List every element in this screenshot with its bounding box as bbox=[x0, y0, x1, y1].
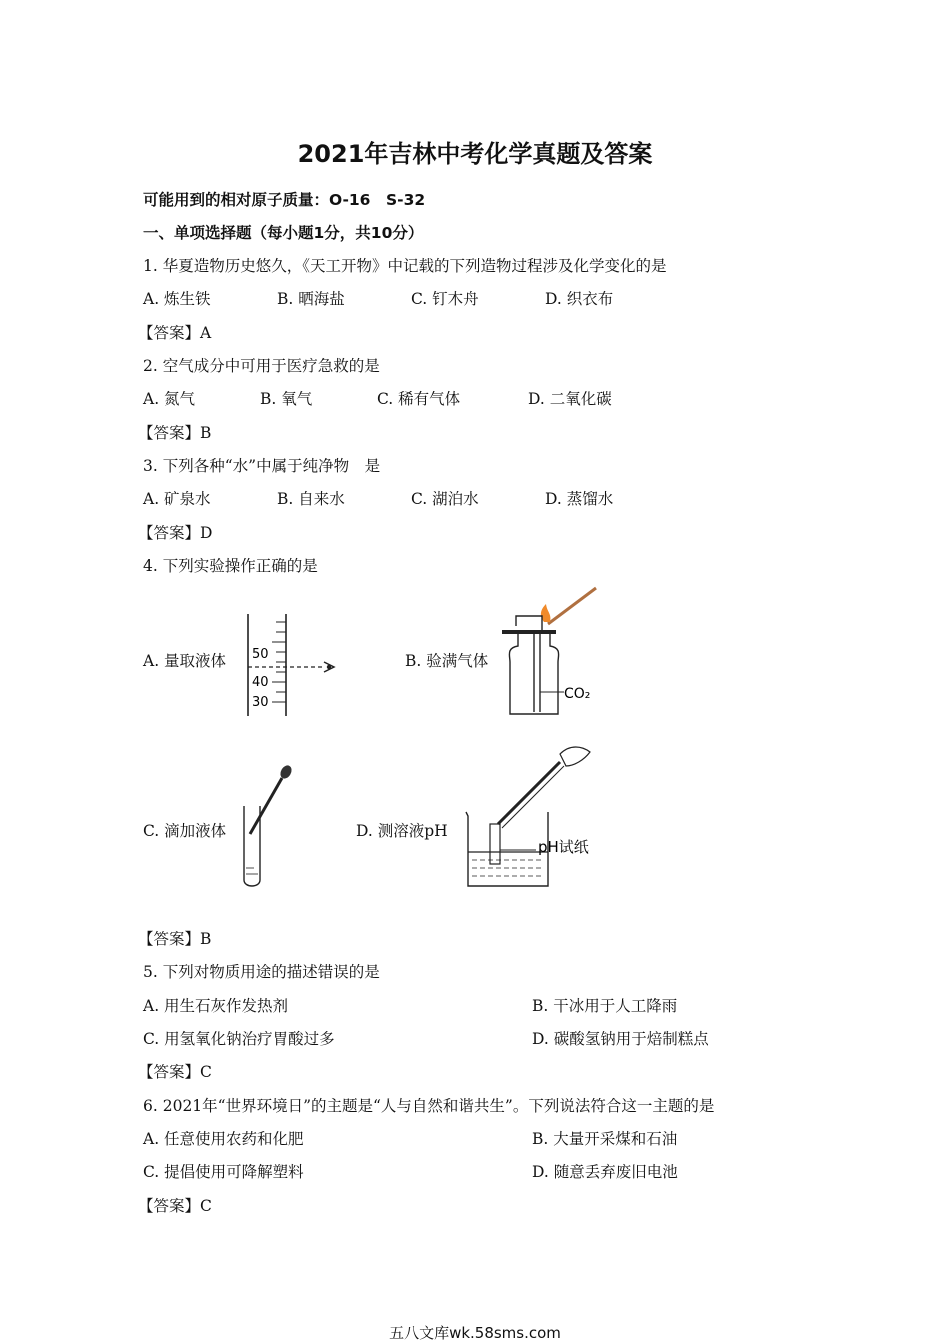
q1-option-b: B. 晒海盐 bbox=[277, 290, 345, 308]
question-6-stem: 6. 2021年“世界环境日”的主题是“人与自然和谐共生”。下列说法符合这一主题的是 bbox=[143, 1097, 715, 1115]
section-heading: 一、单项选择题（每小题1分，共10分） bbox=[143, 224, 424, 242]
q4-option-d: D. 测溶液pH bbox=[356, 822, 448, 840]
page-title: 2021年吉林中考化学真题及答案 bbox=[297, 140, 653, 168]
q4-answer: 【答案】B bbox=[138, 930, 212, 948]
q4-option-c: C. 滴加液体 bbox=[143, 822, 227, 840]
q2-option-d: D. 二氧化碳 bbox=[528, 390, 612, 408]
q1-answer: 【答案】A bbox=[138, 324, 212, 342]
q5-option-a: A. 用生石灰作发热剂 bbox=[143, 997, 289, 1015]
q3-option-b: B. 自来水 bbox=[277, 490, 345, 508]
gas-bottle-diagram bbox=[500, 586, 610, 718]
q6-answer: 【答案】C bbox=[138, 1197, 212, 1215]
q1-option-a: A. 炼生铁 bbox=[143, 290, 211, 308]
q2-option-a: A. 氮气 bbox=[143, 390, 196, 408]
q5-option-c: C. 用氢氧化钠治疗胃酸过多 bbox=[143, 1030, 335, 1048]
co2-label: CO₂ bbox=[564, 686, 591, 702]
footer-watermark: 五八文库wk.58sms.com bbox=[389, 1324, 561, 1342]
hand-icon bbox=[560, 747, 590, 766]
q4-option-a: A. 量取液体 bbox=[143, 652, 227, 670]
cylinder-mark-50: 50 bbox=[252, 647, 269, 662]
q6-option-a: A. 任意使用农药和化肥 bbox=[143, 1130, 304, 1148]
q3-answer: 【答案】D bbox=[138, 524, 213, 542]
cylinder-mark-40: 40 bbox=[252, 675, 269, 690]
q2-option-c: C. 稀有气体 bbox=[377, 390, 461, 408]
question-2-stem: 2. 空气成分中可用于医疗急救的是 bbox=[143, 357, 380, 375]
q1-option-d: D. 织衣布 bbox=[545, 290, 614, 308]
q3-option-d: D. 蒸馏水 bbox=[545, 490, 614, 508]
q6-option-b: B. 大量开采煤和石油 bbox=[532, 1130, 678, 1148]
question-3-stem: 3. 下列各种“水”中属于纯净物 是 bbox=[143, 457, 381, 475]
question-1-stem: 1. 华夏造物历史悠久，《天工开物》中记载的下列造物过程涉及化学变化的是 bbox=[143, 257, 667, 275]
q3-option-c: C. 湖泊水 bbox=[411, 490, 479, 508]
cylinder-mark-30: 30 bbox=[252, 695, 269, 710]
q6-option-d: D. 随意丢弃废旧电池 bbox=[532, 1163, 678, 1181]
ph-paper-label: pH试纸 bbox=[538, 838, 589, 856]
q3-option-a: A. 矿泉水 bbox=[143, 490, 211, 508]
question-4-stem: 4. 下列实验操作正确的是 bbox=[143, 557, 318, 575]
question-5-stem: 5. 下列对物质用途的描述错误的是 bbox=[143, 963, 380, 981]
q6-option-c: C. 提倡使用可降解塑料 bbox=[143, 1163, 304, 1181]
q5-option-d: D. 碳酸氢钠用于焙制糕点 bbox=[532, 1030, 709, 1048]
q2-answer: 【答案】B bbox=[138, 424, 212, 442]
atomic-masses: 可能用到的相对原子质量：O-16 S-32 bbox=[143, 191, 426, 209]
q2-option-b: B. 氧气 bbox=[260, 390, 313, 408]
q1-option-c: C. 钉木舟 bbox=[411, 290, 479, 308]
q4-option-b: B. 验满气体 bbox=[405, 652, 489, 670]
graduated-cylinder-diagram bbox=[240, 612, 350, 718]
dropper-test-tube-diagram bbox=[236, 764, 306, 890]
q5-option-b: B. 干冰用于人工降雨 bbox=[532, 997, 678, 1015]
q5-answer: 【答案】C bbox=[138, 1063, 212, 1081]
ph-test-diagram bbox=[462, 740, 612, 890]
